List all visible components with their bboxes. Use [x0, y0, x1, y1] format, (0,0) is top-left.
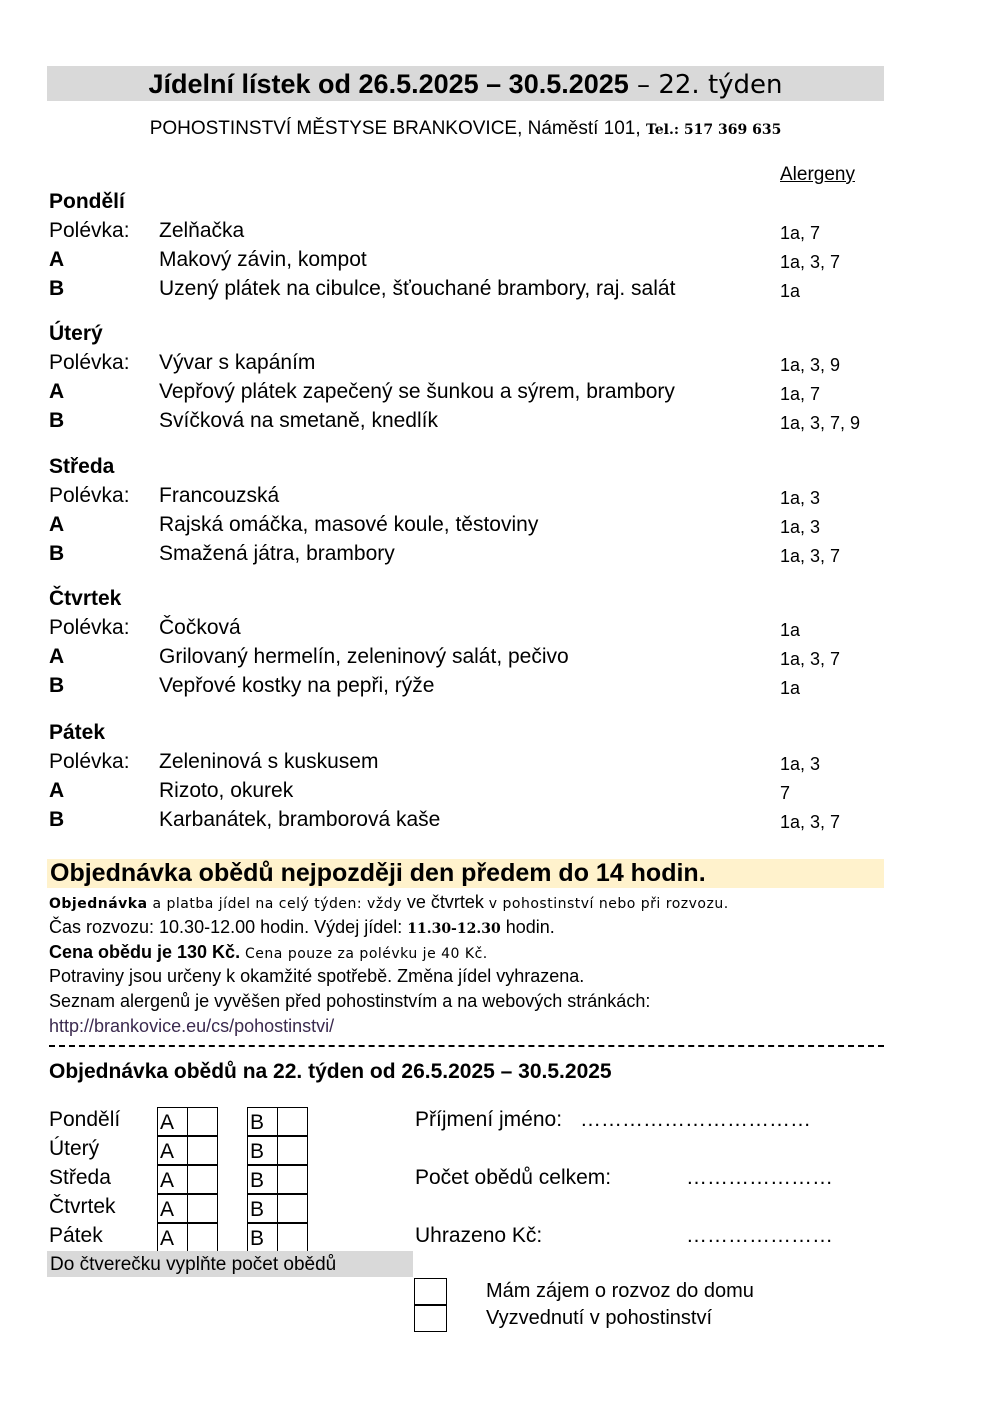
meal-option-label: A [49, 513, 65, 536]
form-day-label: Pátek [49, 1224, 103, 1247]
soup-label: Polévka: [49, 351, 130, 374]
meal-name: Vepřový plátek zapečený se šunkou a sýrem, brambory [159, 380, 675, 403]
meal-name: Rizoto, okurek [159, 779, 294, 802]
option-b-letter-cell: B [247, 1107, 278, 1136]
allergen-codes: 1a, 3, 7 [780, 252, 841, 272]
info-payment-place: v pohostinství nebo při rozvozu. [483, 896, 729, 912]
option-b-count-cell[interactable] [277, 1194, 308, 1223]
paid-field[interactable]: ………………… [686, 1224, 833, 1247]
form-day-label: Čtvrtek [49, 1195, 116, 1218]
option-a-count-cell[interactable] [187, 1194, 218, 1223]
meal-name: Svíčková na smetaně, knedlík [159, 409, 438, 432]
menu-title-week: – 22. týden [628, 70, 783, 100]
allergen-codes: 1a, 3 [780, 488, 821, 508]
soup-name: Čočková [159, 616, 241, 639]
day-name: Pondělí [49, 190, 125, 213]
day-name: Čtvrtek [49, 587, 122, 610]
info-lunch-price: Cena obědu je 130 Kč. [49, 942, 241, 962]
allergen-codes: 1a, 3, 7 [780, 546, 841, 566]
info-pickup-time: 11.30-12.30 [407, 921, 501, 937]
pohostinstvi-link[interactable]: http://brankovice.eu/cs/pohostinstvi/ [49, 1016, 335, 1036]
pickup-label: Vyzvednutí v pohostinství [486, 1307, 713, 1329]
meal-count-field[interactable]: ………………… [686, 1166, 833, 1189]
meal-name: Uzený plátek na cibulce, šťouchané brambory, raj. salát [159, 277, 676, 300]
info-line-payment [49, 892, 729, 913]
meal-name: Vepřové kostky na pepři, rýže [159, 674, 435, 697]
soup-label: Polévka: [49, 219, 130, 242]
info-order-bold: Objednávka [49, 896, 148, 912]
order-form-title: Objednávka obědů na 22. týden od 26.5.2025 – 30.5.2025 [49, 1060, 612, 1083]
soup-label: Polévka: [49, 484, 130, 507]
menu-title-main: Jídelní lístek od 26.5.2025 – 30.5.2025 [148, 69, 629, 99]
option-b-count-cell[interactable] [277, 1107, 308, 1136]
info-line-allergens: Seznam alergenů je vyvěšen před pohostinstvím a na webových stránkách: [49, 991, 651, 1011]
menu-title [47, 66, 884, 101]
allergen-codes: 1a [780, 678, 801, 698]
form-day-label: Úterý [49, 1137, 100, 1160]
allergen-codes: 1a [780, 281, 801, 301]
soup-name: Zelňačka [159, 219, 245, 242]
info-soup-price: Cena pouze za polévku je 40 Kč. [240, 946, 488, 962]
option-b-letter-cell: B [247, 1194, 278, 1223]
restaurant-address: POHOSTINSTVÍ MĚSTYSE BRANKOVICE, Náměstí 101, [149, 118, 646, 139]
name-field[interactable]: …………………………… [580, 1108, 811, 1131]
restaurant-info [47, 118, 884, 140]
form-day-label: Pondělí [49, 1108, 121, 1131]
info-delivery-time: Čas rozvozu: 10.30-12.00 hodin. Výdej jídel: [49, 917, 408, 937]
day-name: Pátek [49, 721, 106, 744]
order-deadline-note: Objednávka obědů nejpozději den předem do 14 hodin. [47, 859, 884, 888]
meal-option-label: B [49, 409, 65, 432]
meal-option-label: B [49, 277, 65, 300]
option-b-letter-cell: B [247, 1223, 278, 1252]
meal-option-label: A [49, 645, 65, 668]
soup-name: Vývar s kapáním [159, 351, 316, 374]
allergen-codes: 7 [780, 783, 791, 803]
option-a-letter-cell: A [157, 1136, 188, 1165]
day-name: Úterý [49, 322, 103, 345]
name-label: Příjmení jméno: [415, 1108, 563, 1131]
meal-name: Makový závin, kompot [159, 248, 367, 271]
delivery-label: Mám zájem o rozvoz do domu [486, 1280, 754, 1302]
allergen-codes: 1a [780, 620, 801, 640]
meal-option-label: A [49, 779, 65, 802]
allergen-codes: 1a, 3 [780, 517, 821, 537]
meal-option-label: B [49, 674, 65, 697]
meal-name: Rajská omáčka, masové koule, těstoviny [159, 513, 539, 536]
pickup-checkbox[interactable] [414, 1305, 447, 1332]
allergens-header: Alergeny [780, 164, 855, 185]
option-b-letter-cell: B [247, 1165, 278, 1194]
allergen-codes: 1a, 3, 7 [780, 812, 841, 832]
allergen-codes: 1a, 3, 7 [780, 649, 841, 669]
meal-name: Grilovaný hermelín, zeleninový salát, pečivo [159, 645, 569, 668]
option-a-count-cell[interactable] [187, 1107, 218, 1136]
soup-label: Polévka: [49, 616, 130, 639]
meal-option-label: B [49, 542, 65, 565]
info-line-food: Potraviny jsou určeny k okamžité spotřebě. Změna jídel vyhrazena. [49, 966, 585, 986]
option-a-letter-cell: A [157, 1107, 188, 1136]
soup-label: Polévka: [49, 750, 130, 773]
option-b-count-cell[interactable] [277, 1223, 308, 1252]
delivery-checkbox[interactable] [414, 1278, 447, 1305]
paid-label: Uhrazeno Kč: [415, 1224, 543, 1247]
meal-name: Karbanátek, bramborová kaše [159, 808, 441, 831]
option-a-letter-cell: A [157, 1165, 188, 1194]
info-line-delivery [49, 917, 555, 938]
option-b-letter-cell: B [247, 1136, 278, 1165]
form-hint: Do čtverečku vyplňte počet obědů [47, 1251, 413, 1277]
form-day-label: Středa [49, 1166, 111, 1189]
allergen-codes: 1a, 3, 7, 9 [780, 413, 861, 433]
option-a-count-cell[interactable] [187, 1165, 218, 1194]
soup-name: Zeleninová s kuskusem [159, 750, 379, 773]
option-a-letter-cell: A [157, 1194, 188, 1223]
info-hours-suffix: hodin. [500, 917, 555, 937]
allergen-codes: 1a, 3, 9 [780, 355, 841, 375]
meal-option-label: B [49, 808, 65, 831]
option-b-count-cell[interactable] [277, 1165, 308, 1194]
allergen-codes: 1a, 7 [780, 384, 821, 404]
soup-name: Francouzská [159, 484, 280, 507]
option-b-count-cell[interactable] [277, 1136, 308, 1165]
option-a-letter-cell: A [157, 1223, 188, 1252]
cut-line [49, 1045, 884, 1047]
meal-name: Smažená játra, brambory [159, 542, 395, 565]
allergen-codes: 1a, 7 [780, 223, 821, 243]
meal-count-label: Počet obědů celkem: [415, 1166, 612, 1189]
day-name: Středa [49, 455, 115, 478]
meal-option-label: A [49, 380, 65, 403]
restaurant-phone: Tel.: 517 369 635 [645, 122, 782, 138]
info-payment-text: a platba jídel na celý týden: vždy [147, 896, 407, 912]
allergen-codes: 1a, 3 [780, 754, 821, 774]
option-a-count-cell[interactable] [187, 1223, 218, 1252]
option-a-count-cell[interactable] [187, 1136, 218, 1165]
info-line-price [49, 942, 488, 963]
meal-option-label: A [49, 248, 65, 271]
info-payment-day: ve čtvrtek [406, 892, 484, 912]
